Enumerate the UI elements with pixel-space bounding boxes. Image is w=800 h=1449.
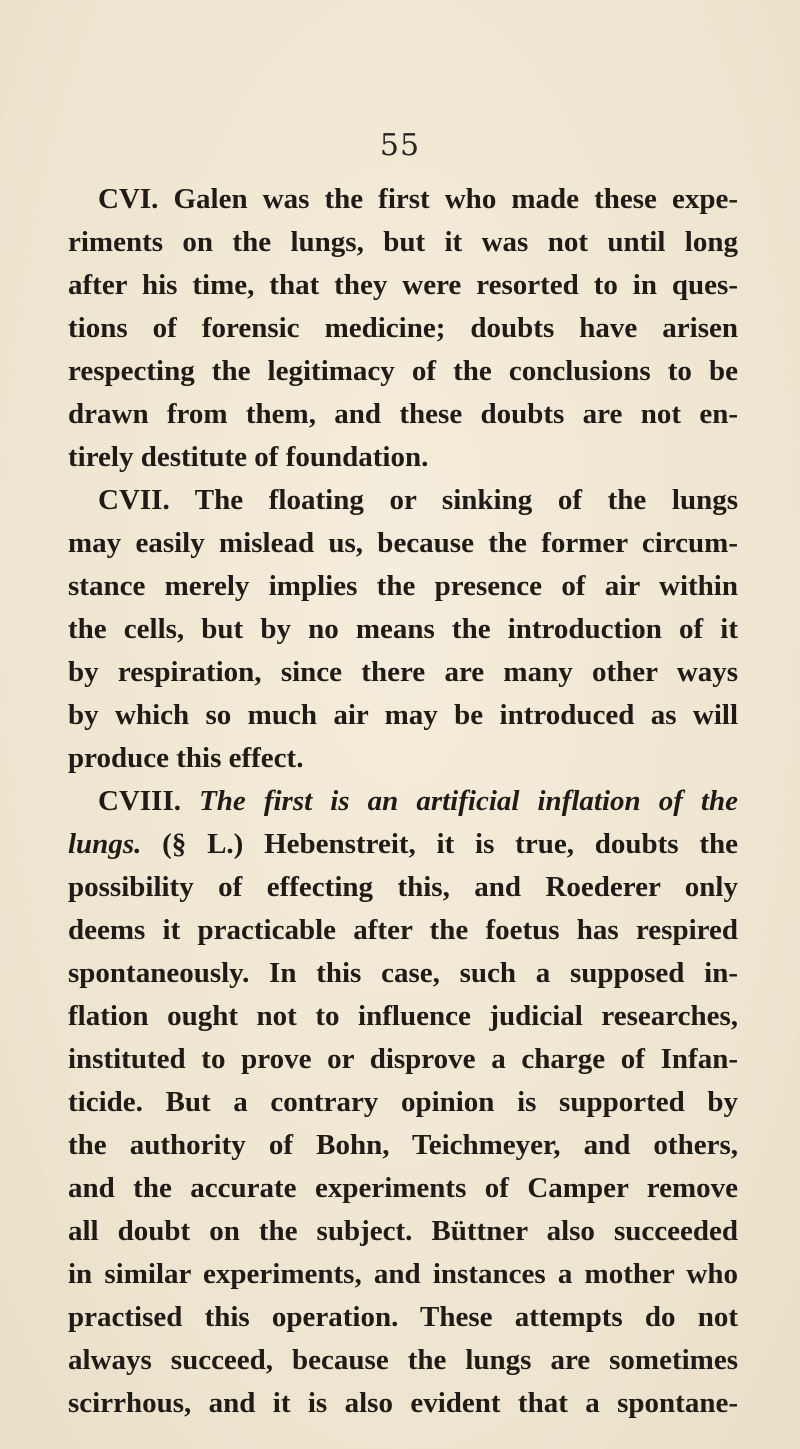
- text-line: by respiration, since there are many other ways: [68, 656, 738, 688]
- text-line: always succeed, because the lungs are sometimes: [68, 1344, 738, 1376]
- text-line: tions of forensic medicine; doubts have arisen: [68, 312, 738, 344]
- text-line: the authority of Bohn, Teichmeyer, and others,: [68, 1129, 738, 1161]
- text-line: CVI. Galen was the first who made these expe-: [98, 183, 738, 215]
- text-line: spontaneously. In this case, such a supposed in-: [68, 957, 738, 989]
- body-text: [68, 178, 738, 1425]
- text-line: scirrhous, and it is also evident that a spontane-: [68, 1387, 738, 1419]
- text-line: drawn from them, and these doubts are not en-: [68, 398, 738, 430]
- text-line: CVII. The floating or sinking of the lungs: [98, 484, 738, 516]
- text-line: may easily mislead us, because the former circum-: [68, 527, 738, 559]
- text-line: all doubt on the subject. Büttner also succeeded: [68, 1215, 738, 1247]
- text-line: instituted to prove or disprove a charge of Infan-: [68, 1043, 738, 1075]
- page-number: 55: [379, 128, 421, 163]
- text-line: and the accurate experiments of Camper remove: [68, 1172, 738, 1204]
- text-line: possibility of effecting this, and Roederer only: [68, 871, 738, 903]
- text-line: CVIII. The first is an artificial inflation of the: [98, 785, 738, 817]
- text-line: respecting the legitimacy of the conclusions to be: [68, 355, 738, 387]
- text-line: by which so much air may be introduced as will: [68, 699, 738, 731]
- text-line: stance merely implies the presence of air within: [68, 570, 738, 602]
- text-line: the cells, but by no means the introduction of it: [68, 613, 738, 645]
- text-line: ticide. But a contrary opinion is supported by: [68, 1086, 738, 1118]
- text-line: deems it practicable after the foetus has respired: [68, 914, 738, 946]
- text-line: after his time, that they were resorted to in ques-: [68, 269, 738, 301]
- text-line: riments on the lungs, but it was not until long: [68, 226, 738, 258]
- text-line: tirely destitute of foundation.: [68, 441, 429, 473]
- text-line: flation ought not to influence judicial researches,: [68, 1000, 738, 1032]
- text-line: in similar experiments, and instances a mother who: [68, 1258, 738, 1290]
- text-line: produce this effect.: [68, 742, 304, 774]
- text-line: lungs. (§ L.) Hebenstreit, it is true, doubts the: [68, 828, 738, 860]
- text-line: practised this operation. These attempts do not: [68, 1301, 738, 1333]
